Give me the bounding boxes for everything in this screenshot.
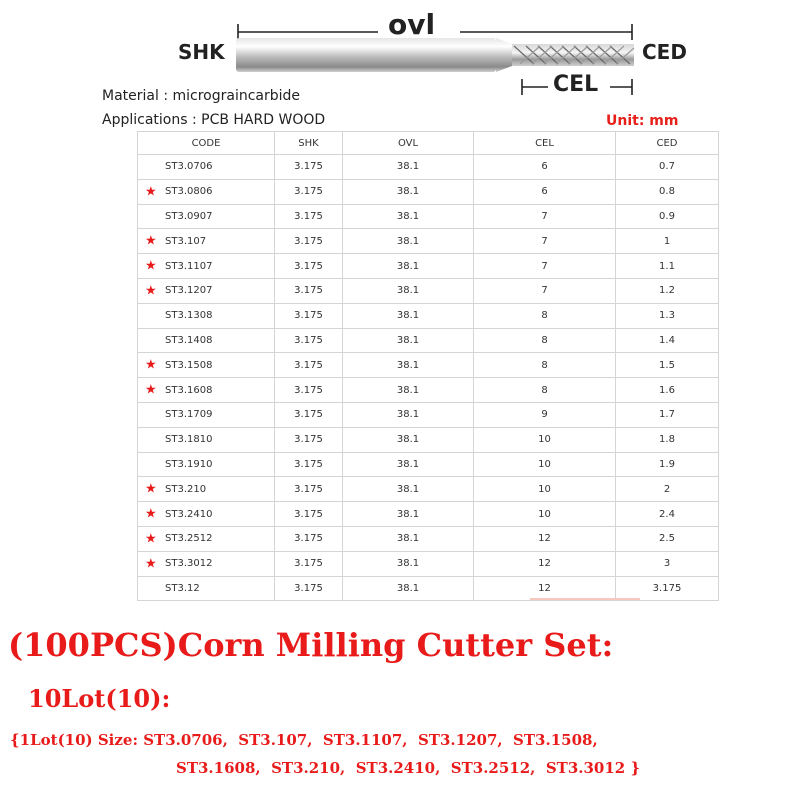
cell-cel [474, 254, 616, 279]
cell-ced [616, 155, 719, 180]
cell-text: 1 [663, 235, 671, 247]
cell-text: ST3.1308 [165, 310, 213, 322]
table-row [138, 551, 719, 576]
cell-text: 12 [538, 558, 551, 570]
cell-cel [474, 179, 616, 204]
cell-code [138, 303, 275, 328]
cell-text: 3.175 [294, 508, 323, 520]
cell-code [138, 204, 275, 229]
cell-ced [616, 303, 719, 328]
cell-text: 2.4 [659, 508, 675, 520]
cell-ovl [343, 204, 474, 229]
cell-code [138, 254, 275, 279]
cell-text: ST3.107 [165, 235, 207, 247]
cell-shk [275, 526, 343, 551]
cell-shk [275, 402, 343, 427]
cell-ced [616, 378, 719, 403]
cell-cel [474, 353, 616, 378]
cell-ced [616, 229, 719, 254]
cell-text: 0.7 [659, 161, 675, 173]
cell-code [138, 452, 275, 477]
table-row [138, 179, 719, 204]
cell-text: 3.175 [294, 235, 323, 247]
cell-text: 3.175 [294, 310, 323, 322]
cell-ced [616, 278, 719, 303]
header-cel: CEL [474, 132, 616, 155]
cell-text: 1.7 [659, 409, 675, 421]
table-row [138, 328, 719, 353]
table-row [138, 526, 719, 551]
cell-code [138, 278, 275, 303]
cell-ced [616, 526, 719, 551]
cell-text: 1.1 [659, 260, 675, 272]
cell-text: 38.1 [396, 409, 420, 421]
cell-ced [616, 254, 719, 279]
cell-cel [474, 328, 616, 353]
table-row [138, 204, 719, 229]
cell-text: 8 [541, 359, 548, 371]
cell-text: 3.175 [294, 582, 323, 594]
cell-code [138, 526, 275, 551]
star-icon: ★ [145, 506, 157, 522]
cell-ovl [343, 576, 474, 601]
cell-text: ST3.3012 [165, 558, 213, 570]
cell-text: 1.3 [659, 310, 675, 322]
cell-cel [474, 551, 616, 576]
cell-cel [474, 303, 616, 328]
cell-ced [616, 328, 719, 353]
cell-ovl [343, 303, 474, 328]
cell-text: 1.9 [659, 458, 675, 470]
cell-ovl [343, 179, 474, 204]
cell-shk [275, 502, 343, 527]
ovl-label: ovl [388, 8, 436, 41]
cell-shk [275, 378, 343, 403]
cell-text: 38.1 [396, 285, 420, 297]
cell-shk [275, 278, 343, 303]
cell-ovl [343, 502, 474, 527]
cell-cel [474, 278, 616, 303]
cell-text: 10 [538, 434, 551, 446]
table-row [138, 254, 719, 279]
table-row [138, 229, 719, 254]
cell-shk [275, 576, 343, 601]
table-row [138, 278, 719, 303]
cell-text: ST3.0907 [165, 210, 213, 222]
table-row [138, 303, 719, 328]
cell-text: 38.1 [396, 458, 420, 470]
cell-ovl [343, 353, 474, 378]
table-row [138, 427, 719, 452]
cell-text: 38.1 [396, 359, 420, 371]
cell-ovl [343, 402, 474, 427]
star-icon: ★ [145, 283, 157, 299]
cell-text: ST3.1810 [165, 434, 213, 446]
cell-ced [616, 551, 719, 576]
cell-ovl [343, 328, 474, 353]
cell-text: 7 [541, 210, 548, 222]
cell-text: 3.175 [294, 384, 323, 396]
cell-text: 3 [663, 558, 671, 570]
cell-shk [275, 353, 343, 378]
cell-text: 3.175 [294, 285, 323, 297]
cell-ced [616, 452, 719, 477]
cell-shk [275, 427, 343, 452]
star-icon: ★ [145, 258, 157, 274]
cell-ovl [343, 278, 474, 303]
star-icon: ★ [145, 481, 157, 497]
cell-text: 10 [538, 483, 551, 495]
cell-text: 3.175 [294, 186, 323, 198]
cell-text: 38.1 [396, 334, 420, 346]
cell-ovl [343, 477, 474, 502]
cell-text: ST3.12 [165, 582, 200, 594]
cell-text: ST3.2512 [165, 533, 213, 545]
cell-text: ST3.1709 [165, 409, 213, 421]
cell-ced [616, 179, 719, 204]
cell-shk [275, 204, 343, 229]
cell-shk [275, 328, 343, 353]
cell-text: 3.175 [294, 558, 323, 570]
cell-text: 0.8 [659, 186, 675, 198]
cell-text: 38.1 [396, 310, 420, 322]
cell-text: 8 [541, 310, 548, 322]
cell-cel [474, 452, 616, 477]
cell-cel [474, 229, 616, 254]
set-title: (100PCS)Corn Milling Cutter Set: [8, 626, 614, 664]
cell-ovl [343, 526, 474, 551]
cell-shk [275, 179, 343, 204]
cell-ovl [343, 551, 474, 576]
cell-text: ST3.1508 [165, 359, 213, 371]
star-icon: ★ [145, 382, 157, 398]
cell-shk [275, 303, 343, 328]
cell-text: 3.175 [294, 483, 323, 495]
cell-shk [275, 155, 343, 180]
cell-code [138, 179, 275, 204]
cell-text: 3.175 [294, 210, 323, 222]
header-ovl: OVL [343, 132, 474, 155]
cell-text: ST3.0806 [165, 186, 213, 198]
header-shk: SHK [275, 132, 343, 155]
table-row [138, 452, 719, 477]
cell-text: ST3.1207 [165, 285, 213, 297]
star-icon: ★ [145, 233, 157, 249]
cell-code [138, 551, 275, 576]
cell-text: 7 [541, 260, 548, 272]
cell-text: 1.8 [659, 434, 675, 446]
cell-cel [474, 155, 616, 180]
star-icon: ★ [145, 531, 157, 547]
cell-text: ST3.1608 [165, 384, 213, 396]
cell-cel [474, 402, 616, 427]
cell-text: 3.175 [294, 458, 323, 470]
material-text: Material : micrograincarbide [102, 88, 301, 104]
cell-text: 2 [663, 483, 671, 495]
cell-cel [474, 477, 616, 502]
table-row [138, 353, 719, 378]
cell-text: ST3.1910 [165, 458, 213, 470]
cell-code [138, 576, 275, 601]
cutter-shank [236, 38, 496, 72]
cell-shk [275, 229, 343, 254]
cell-code [138, 402, 275, 427]
size-list-line-2: ST3.1608, ST3.210, ST3.2410, ST3.2512, ST3.3012 } [176, 759, 641, 777]
cell-ced [616, 502, 719, 527]
cell-text: 3.175 [294, 260, 323, 272]
cell-text: ST3.1107 [165, 260, 213, 272]
cell-code [138, 229, 275, 254]
lot-title: 10Lot(10): [28, 684, 171, 713]
table-row [138, 402, 719, 427]
cell-text: 38.1 [396, 161, 420, 173]
unit-label: Unit: mm [606, 113, 679, 129]
cel-label: CEL [553, 72, 599, 97]
cell-code [138, 477, 275, 502]
cell-text: 38.1 [396, 260, 420, 272]
cell-text: 10 [538, 508, 551, 520]
cell-text: 12 [538, 582, 551, 594]
cell-text: 38.1 [396, 582, 420, 594]
table-body [138, 155, 719, 601]
cell-text: ST3.2410 [165, 508, 213, 520]
cell-text: 7 [541, 285, 548, 297]
cell-cel [474, 427, 616, 452]
cell-ovl [343, 452, 474, 477]
cell-code [138, 155, 275, 180]
ced-label: CED [642, 40, 687, 64]
size-list-line-1: {1Lot(10) Size: ST3.0706, ST3.107, ST3.1107, ST3.1207, ST3.1508, [10, 731, 598, 749]
cell-text: 3.175 [294, 359, 323, 371]
header-code: CODE [138, 132, 275, 155]
cell-text: 3.175 [294, 409, 323, 421]
cell-ovl [343, 427, 474, 452]
table-row [138, 502, 719, 527]
cell-text: 38.1 [396, 483, 420, 495]
cell-ced [616, 477, 719, 502]
cell-ovl [343, 229, 474, 254]
cell-text: 9 [541, 409, 548, 421]
cell-text: 3.175 [294, 161, 323, 173]
cutter-neck [496, 38, 512, 72]
cell-text: 3.175 [294, 533, 323, 545]
cell-text: 1.2 [659, 285, 675, 297]
table-accent-line [530, 598, 640, 600]
cell-text: 7 [541, 235, 548, 247]
cell-text: 8 [541, 384, 548, 396]
cell-text: 12 [538, 533, 551, 545]
cell-cel [474, 502, 616, 527]
cell-text: 38.1 [396, 235, 420, 247]
cell-shk [275, 477, 343, 502]
applications-text: Applications : PCB HARD WOOD [102, 112, 326, 128]
cell-ovl [343, 254, 474, 279]
shk-label: SHK [178, 40, 225, 64]
cell-shk [275, 254, 343, 279]
cell-code [138, 353, 275, 378]
star-icon: ★ [145, 184, 157, 200]
cell-text: 3.175 [294, 434, 323, 446]
table-row [138, 378, 719, 403]
cell-ced [616, 402, 719, 427]
cell-text: 6 [541, 161, 548, 173]
cell-shk [275, 551, 343, 576]
cell-text: 38.1 [396, 508, 420, 520]
cell-text: 0.9 [659, 210, 675, 222]
cell-text: 8 [541, 334, 548, 346]
cell-text: 38.1 [396, 384, 420, 396]
cell-code [138, 328, 275, 353]
cell-text: 38.1 [396, 558, 420, 570]
cell-shk [275, 452, 343, 477]
cell-cel [474, 526, 616, 551]
cell-text: 10 [538, 458, 551, 470]
cell-ced [616, 427, 719, 452]
cell-code [138, 502, 275, 527]
cell-text: 3.175 [652, 582, 682, 594]
cell-text: 38.1 [396, 186, 420, 198]
star-icon: ★ [145, 556, 157, 572]
cell-ced [616, 353, 719, 378]
cell-code [138, 427, 275, 452]
cell-text: ST3.1408 [165, 334, 213, 346]
header-ced: CED [616, 132, 719, 155]
cell-text: ST3.0706 [165, 161, 213, 173]
cell-text: 3.175 [294, 334, 323, 346]
cell-text: 38.1 [396, 434, 420, 446]
spec-table [137, 131, 719, 601]
table-row [138, 155, 719, 180]
cell-text: 1.5 [659, 359, 675, 371]
table-header-row [138, 132, 719, 155]
cell-text: 38.1 [396, 210, 420, 222]
cell-text: 38.1 [396, 533, 420, 545]
cell-text: 6 [541, 186, 548, 198]
cell-text: ST3.210 [165, 483, 207, 495]
star-icon: ★ [145, 357, 157, 373]
cell-text: 1.6 [659, 384, 675, 396]
cell-code [138, 378, 275, 403]
cell-cel [474, 378, 616, 403]
cell-ovl [343, 378, 474, 403]
cell-ced [616, 204, 719, 229]
table-row [138, 477, 719, 502]
cell-text: 1.4 [659, 334, 675, 346]
cell-text: 2.5 [659, 533, 675, 545]
cell-cel [474, 204, 616, 229]
cell-ovl [343, 155, 474, 180]
